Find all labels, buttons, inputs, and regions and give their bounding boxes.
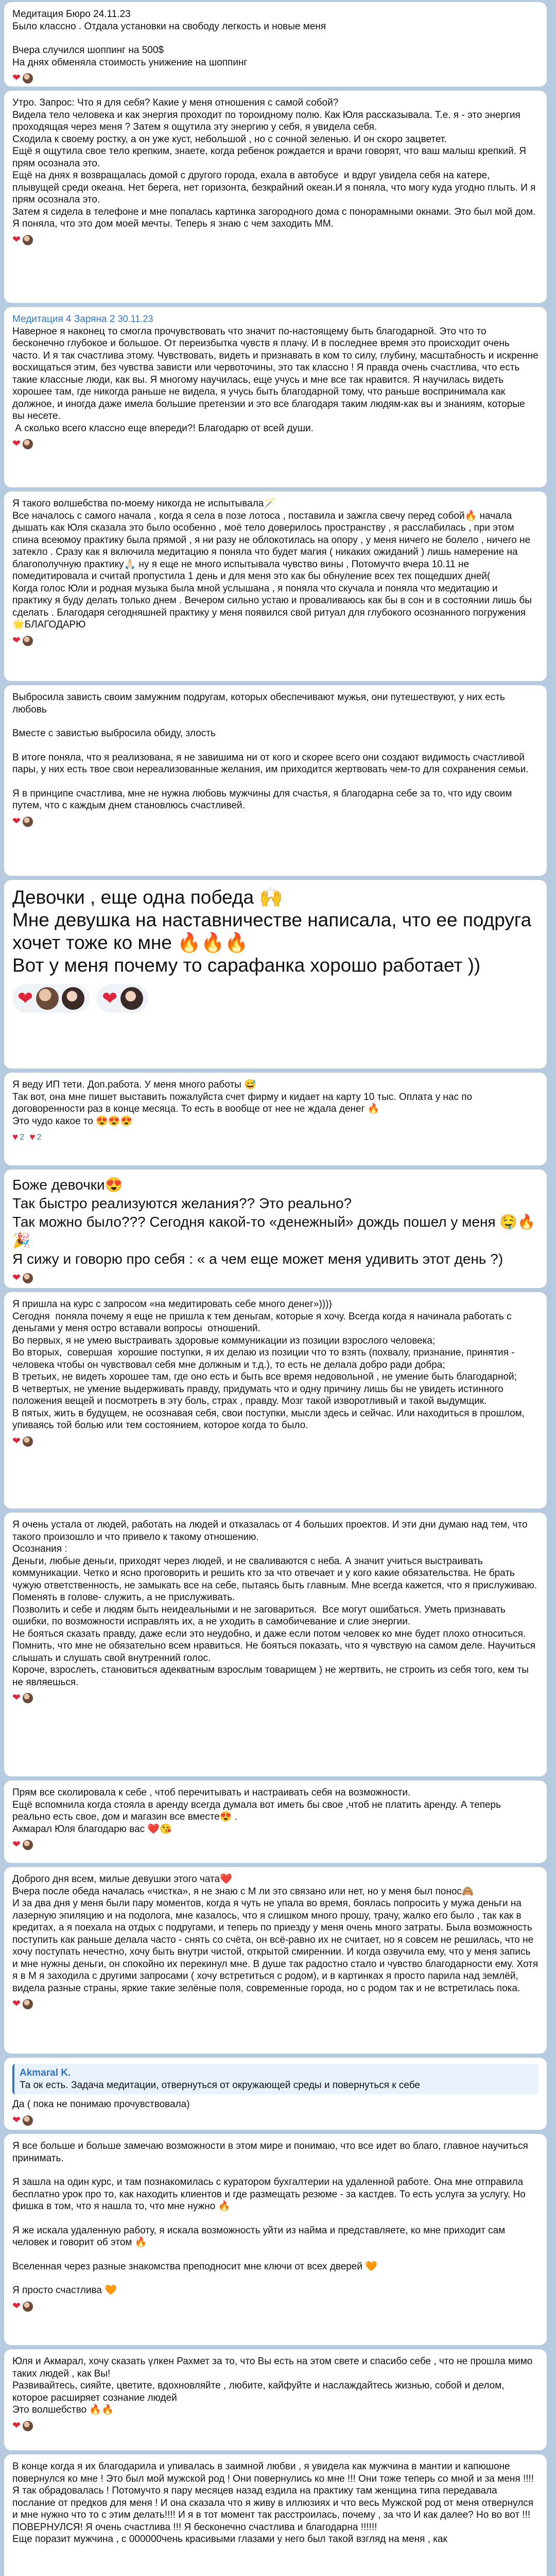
message-line: Позволить и себе и людям быть неидеальными и не заговариться. Все могут ошибаться. Уметь признавать ошибки, по возможности исправлять их, а не уходить в самобичевание и слие энергии. [12, 1604, 509, 1627]
heart-reaction[interactable]: ❤ [12, 816, 21, 827]
reactions[interactable] [12, 1436, 538, 1447]
message-line: Мне девушка на наставничестве написала, что ее подруга хочет тоже ко мне 🔥🔥🔥 [12, 909, 537, 953]
message-line: Развивайтесь, сияйте, цветите, вдохновляйте , любите, кайфуйте и наслаждайтесь жизнью, собой и делом, которое расширяет сознание людей [12, 2380, 507, 2403]
quote-text: Та ок есть. Задача медитации, отвернуться от окружающей среды и повернуться к себе [20, 2079, 420, 2091]
message-bubble [4, 1292, 547, 1509]
message-bubble [4, 685, 547, 876]
avatar [23, 1693, 33, 1703]
reactions[interactable] [12, 73, 538, 84]
avatar [23, 636, 33, 646]
reaction-count: 2 [20, 1133, 25, 1142]
heart-reaction[interactable]: ❤ [12, 1435, 21, 1447]
heart-reaction[interactable]: ❤ [12, 2420, 21, 2431]
message-line: Ещё на днях я возвращалась домой с другого города, ехала в автобусе и вдруг увидела себя на катере, плывущей среди океана. Нет берега, нет горизонта, безкрайний океан.И я поняла, что могу куда угодно плыть. И я прям осознала это. [12, 170, 538, 205]
message-line: Вместе с завистью выбросила обиду, злость [12, 728, 216, 739]
message-bubble [4, 307, 547, 487]
message-bubble [4, 1073, 547, 1165]
avatar [36, 987, 59, 1010]
message-line: Я сижу и говорю про себя : « а чем еще может меня удивить этот день ?) [12, 1251, 503, 1267]
message-line: Так можно было??? Сегодня какой-то «денежный» дождь пошел у меня 🤤🔥🎉 [12, 1214, 536, 1248]
avatar [23, 235, 33, 245]
quote-author: Akmaral K. [20, 2067, 71, 2078]
reaction-pill[interactable] [97, 984, 148, 1013]
message-line: Прям все сколировала к себе , чтоб перечитывать и настраивать себя на возможности. [12, 1787, 411, 1798]
avatar [23, 2115, 33, 2126]
message-line: Я такого волшебства по-моему никогда не испытывала🪄 [12, 498, 276, 509]
message-bubble [4, 2134, 547, 2345]
avatar [23, 1999, 33, 2009]
message-line: Во первых, я не умею выстраивать здоровые коммуникации из позиции взрослого человека; [12, 1335, 436, 1346]
heart-reaction[interactable]: ❤ [12, 234, 21, 245]
message-line: Я в принципе счастлива, мне не нужна любовь мужчины для счастья, я благодарна себе за то, что иду своим путем, что с каждым днем становлюсь счастливей. [12, 788, 515, 811]
reactions[interactable] [12, 1839, 538, 1851]
heart-icon: ♥ [29, 1131, 36, 1143]
avatar [23, 1840, 33, 1850]
message-line: Когда голос Юли и родная музыка была мной услышана , я поняла что скучала и поняла что медитацию и практику я буду делать только днем . Вечером сильно устаю и проваливаюсь как бы в сон и в состоянии лишь бы сделать . Благодаря сегодняшней практику у меня появился свой ритуал для глубокого осознанного погружения 🌟БЛАГОДАРЮ [12, 583, 535, 630]
avatar [23, 439, 33, 449]
message-line: На днях обменяла стоимость унижение на шоппинг [12, 57, 248, 68]
message-line: Я же искала удаленную работу, я искала возможность уйти из найма и представляете, ко мне приходит сам человек и говорит об этом 🔥 [12, 2225, 508, 2248]
message-line: Видела тело человека и как энергия проходит по тороидному полю. Как Юля рассказывала. Т.е. я - это энергия проходящая через меня ? Затем я ощутила эту энергию у себя, я увидела себя. [12, 109, 524, 132]
avatar [23, 73, 33, 83]
avatar [23, 1436, 33, 1447]
avatar [23, 2421, 33, 2431]
heart-icon: ♥ [12, 1131, 19, 1143]
message-line: Это волшебство 🔥🔥 [12, 2404, 114, 2415]
message-bubble [4, 1781, 547, 1863]
message-bubble [4, 1170, 547, 1288]
heart-reaction[interactable]: ❤ [12, 1839, 21, 1850]
message-line: Я зашла на один курс, и там познакомилась с куратором бухгалтерии на удаленной работе. Она мне отправила бесплатно урок про то, как находить клиентов и где размещать резюме - за кастдев. То есть услуга за услугу. Но фишка в том, что я нашла то, что мне нужно 🔥 [12, 2177, 529, 2212]
reaction-counter[interactable] [12, 1131, 24, 1144]
reactions[interactable] [12, 635, 538, 647]
message-line: Да ( пока не понимаю прочувствовала) [12, 2099, 190, 2110]
message-line: Выбросила зависть своим замужним подругам, которых обеспечивают мужья, они путешествуют, у них есть любовь [12, 692, 508, 715]
message-line: Не бояться сказать правду, даже если это неудобно, и даже если потом человек ко мне будет плохо относиться. Помнить, что мне не обязательно всем нравиться. Не бояться показать, что я чувствую на самом деле. Научиться слышать и слушать свой внутренний голос. [12, 1628, 538, 1664]
reactions[interactable] [12, 2420, 538, 2432]
message-line: В третьих, не видеть хорошее там, где оно есть и быть все время недовольной , не умение быть благодарной; [12, 1371, 517, 1382]
message-line: Доброго дня всем, милые девушки этого чата❤️ [12, 1874, 232, 1885]
message-bubble [4, 1867, 547, 2054]
message-line: В конце когда я их благодарила и упивалась в заимной любви , я увидела как мужчина в мантии и капюшоне повернулся ко мне ! Это был мой мужской род ! Они повернулись ко мне !!! Они тоже теперь со мной и за меня !!!! Я так обрадовалась ! Потомучто я пару месяцев назад ездила на практику там женщина типа передавала послание от предков для меня ! И она сказала что я живу в иллюзиях и что весь Мужской род от меня отвернулся и мне нужно что то с этим делать!!!! И я в тот момент так расстроилась, почему , за что И как далее? Но во вот !!! ПОВЕРНУЛСЯ! Я очень счастлива !!! Я бесконечно счастлива и благодарна !!!!!! [12, 2461, 537, 2533]
message-line: Я пришла на курс с запросом «на медитировать себе много денег»)))) [12, 1299, 332, 1310]
reactions[interactable] [12, 1998, 538, 2010]
message-line: Ещё я ощутила свое тело крепким, знаете, когда ребенок рождается и врачи говорят, что ваш малыш крепкий. Я прям осознала это. [12, 146, 529, 169]
message-line: Деньги, любые деньги, приходят через людей, и не сваливаются с неба. А значит учиться выстраивать коммуникации. Четко и ясно проговорить и решить кто за что отвечает и у кого какие обязательства. Не брать чужую ответственность, не замыкать все на себе, пытаясь быть главным. Мне всегда кажется, что я прислуживаю. Поменять в голове- служить, а не прислуживать. [12, 1555, 540, 1603]
avatar [120, 987, 143, 1010]
message-line: Наверное я наконец то смогла прочувствовать что значит по-настоящему быть благодарной. Это что то бесконечно глубокое и большое. От переизбытка чувств я плачу. И в последнее время это происходит очень часто. И я так счастлива этому. Чувствовать, видеть и признавать в ком то силу, глубину, масштабность и искренне восхищаться этим, без чувства зависти или червоточины, это так классно ! Я правда очень счастлива, что есть такие классные люди, как вы. Я многому научилась, еще учусь и мне все так нравится. Я научилась видеть хорошее там, где никогда раньше не видела, я учусь быть благодарной тому, что раньше воспринимала как должное, и иногда даже имела большие претензии и это все благодаря таким людям-как вы и знаниям, которые вы несете. [12, 326, 541, 421]
message-line: Боже девочки😍 [12, 1177, 123, 1193]
message-line: Осознания : [12, 1544, 67, 1554]
message-line: Во вторых, совершая хорошие поступки, я их делаю из позиции что то взять (похвалу, признание, принятия - человека чтобы он чувствовал себя мне должным и т.д.), то есть не делала добро ради добра; [12, 1347, 517, 1370]
message-line: Сегодня поняла почему я еще не пришла к тем деньгам, которые я хочу. Всегда когда я начинала работать с деньгами у меня остро вставали вопросы отношений. [12, 1311, 514, 1334]
message-line: Еще поразит мужчина , с 000000чень красивыми глазами у него был такой взгляд на меня , как [12, 2534, 447, 2545]
message-line: Было классно . Отдала установки на свободу легкость и новые меня [12, 21, 326, 32]
avatar [23, 2301, 33, 2312]
message-line: Короче, взрослеть, становиться адекватным взрослым товарищем ) не жертвить, не строить из себя того, кем ты не являешься. [12, 1665, 532, 1688]
message-line: А сколько всего классно еще впереди?! Благодарю от всей души. [12, 422, 314, 434]
heart-reaction[interactable]: ❤ [12, 1998, 21, 2009]
message-line: В итоге поняла, что я реализована, я не завишима ни от кого и скорее всего они создают видимость счастливой пары, у них есть твое свои нереализованные желания, им приходится жертвовать чем-то для сохранения семьи. [12, 752, 529, 775]
reactions[interactable] [12, 1273, 538, 1284]
reply-quote[interactable] [12, 2064, 538, 2094]
message-line: И за два дня у меня были пару моментов, когда я чуть не упала во время, боялась попросить у мужа деньги на лазерную эпиляцию и на подолога, мне казалось, что я слишком много прошу, трачу, жалко его было , так как в кредитах, а я поехала на отдых с подругами, и теперь по приезду у меня очень много затраты. Была возможность поступить как раньше делала часто - снять со счёта, он всё-равно их не считает, но я совсем не решилась, что не хочу поступать нечестно, хочу быть внутри чистой, открытой смиреннии. И когда озвучила ему, что у меня запись и мне нужны деньги, он спокойно их перекинул мне. В душе так радостно стало и чувство благодарности ему. Хотя я в М я заходила с другими запросами ( хочу встретиться с родом), и в картинках я просто парила над землёй, видела разные страны, яркие такие зелёные поля, современные города, но с родом так и не встретилась пока. [12, 1898, 541, 1994]
reactions[interactable] [12, 2115, 538, 2126]
reactions[interactable] [12, 1131, 538, 1144]
message-line: Вчера после обеда началась «чистка», я не знаю с М ли это связано или нет, но у меня был понос🙈 [12, 1886, 474, 1897]
message-bubble [4, 2454, 547, 2576]
heart-reaction[interactable]: ❤ [12, 2300, 21, 2312]
reactions[interactable] [12, 1692, 538, 1704]
message-line: В четвертых, не умение выдерживать правду, придумать что и одну причину лишь бы не увидеть истинного положения вещей и посмотреть в эту боль, страх , правду. Мозг такой изворотливый и такой выдумщик. [12, 1383, 507, 1406]
message-line: Я очень устала от людей, работать на людей и отказалась от 4 больших проектов. И эти дни думаю над тем, что такого произошло и что привело к такому отношению. [12, 1519, 530, 1543]
avatar [62, 987, 84, 1010]
message-bubble [4, 2, 547, 87]
heart-reaction[interactable]: ❤ [12, 1273, 21, 1283]
message-line: Сходила к своему ростку, а он уже куст, небольшой , но с сочной зеленью. И он скоро зацветет. [12, 133, 447, 145]
reactions[interactable] [12, 234, 538, 246]
heart-reaction[interactable]: ❤ [18, 988, 33, 1009]
avatar [23, 1273, 33, 1283]
message-bubble [4, 1513, 547, 1776]
reaction-pill[interactable] [12, 984, 90, 1013]
heart-reaction[interactable]: ❤ [12, 73, 21, 83]
message-line: Вчера случился шоппинг на 500$ [12, 45, 164, 56]
message-bubble [4, 91, 547, 303]
message-line: Так вот, она мне пишет выставить пожалуйста счет фирму и кидает на карту 10 тыс. Оплата у нас по договоренности раз в конце месяца. То есть в вообще от нее не ждала денег 🔥 [12, 1091, 475, 1114]
message-bubble [4, 2058, 547, 2130]
reaction-count: 2 [37, 1133, 42, 1142]
avatar [23, 817, 33, 827]
message-line: Ещё вспомнила когда стояла в аренду всегда думала вот иметь бы свое ,чтоб не платить аренду. А теперь реально есть свое, дом и магазин все вместе😍 . [12, 1799, 504, 1822]
message-line: Вселенная через разные знакомства преподносит мне ключи от всех дверей 🧡 [12, 2261, 377, 2272]
message-line: Так быстро реализуются желания?? Это реально? [12, 1195, 352, 1211]
message-bubble [4, 880, 547, 1069]
message-bubble [4, 2349, 547, 2450]
message-line: В пятых, жить в будущем, не осознавая себя, свои поступки, мысли здесь и сейчас. Или находиться в прошлом, упиваясь той болью или тем состоянием, которое когда то было. [12, 1408, 528, 1431]
message-line: Юля и Акмарал, хочу сказать үлкен Рахмет за то, что Вы есть на этом свете и спасибо себе , что не прошла мимо таких людей , как Вы! [12, 2356, 535, 2379]
message-bubble [4, 492, 547, 681]
reactions[interactable] [12, 438, 538, 450]
heart-reaction[interactable]: ❤ [12, 635, 21, 646]
message-line: Медитация Бюро 24.11.23 [12, 9, 131, 20]
message-line: Вот у меня почему то сарафанка хорошо работает )) [12, 955, 481, 976]
heart-reaction[interactable]: ❤ [12, 1692, 21, 1703]
message-line: Акмарал Юля благодарю вас ❤️😘 [12, 1823, 172, 1835]
message-line: Я все больше и больше замечаю возможности в этом мире и понимаю, что все идет во благо, главное научиться принимать. [12, 2141, 531, 2164]
reaction-counter[interactable] [29, 1131, 41, 1144]
message-date: 30.11.23 [117, 314, 153, 324]
message-line: Все началось с самого начала , когда я села в позе лотоса , поставила и зажгла свечу перед собой🔥 начала дышать как Юля сказала это было особенно , моё тело доверилось пространству , я расслабилась , при этом спина всеюмоу практику была прямой , я ни разу не облокотилась на опору , у меня ничего не болело , ничего не затекло . Сразу как я включила медитацию я поняла что будет магия ( никаких ожиданий ) лишь намерение на благополучную практику🙏🏻 ну я еще не много испытывала чувство вины , Потомучто вчера 10.11 не помедитировала и считай пропустила 1 день и для меня это как бы обнуление всех тех пощедших дней( [12, 510, 533, 582]
message-line: Утро. Запрос: Что я для себя? Какие у меня отношения с самой собой? [12, 97, 339, 108]
message-line: Это чудо какое то 😍😍😍 [12, 1115, 133, 1127]
reactions[interactable] [12, 2301, 538, 2312]
message-line: Девочки , еще одна победа 🙌 [12, 887, 283, 908]
reactions[interactable] [12, 984, 538, 1013]
message-line: Я просто счастлива 🧡 [12, 2285, 117, 2296]
reactions[interactable] [12, 816, 538, 827]
message-line: Затем я сидела в телефоне и мне попалась картинка загородного дома с понорамными окнами. Это был мой дом. Я поняла, что это дом моей мечты. Теперь я знаю с чем заходить ММ. [12, 206, 538, 229]
heart-reaction[interactable]: ❤ [12, 2114, 21, 2126]
message-title: Медитация 4 Заряна 2 [12, 314, 115, 325]
heart-reaction[interactable]: ❤ [12, 438, 21, 449]
message-line: Я веду ИП тети. Доп.работа. У меня много работы 😅 [12, 1079, 256, 1090]
heart-reaction[interactable]: ❤ [102, 988, 118, 1009]
